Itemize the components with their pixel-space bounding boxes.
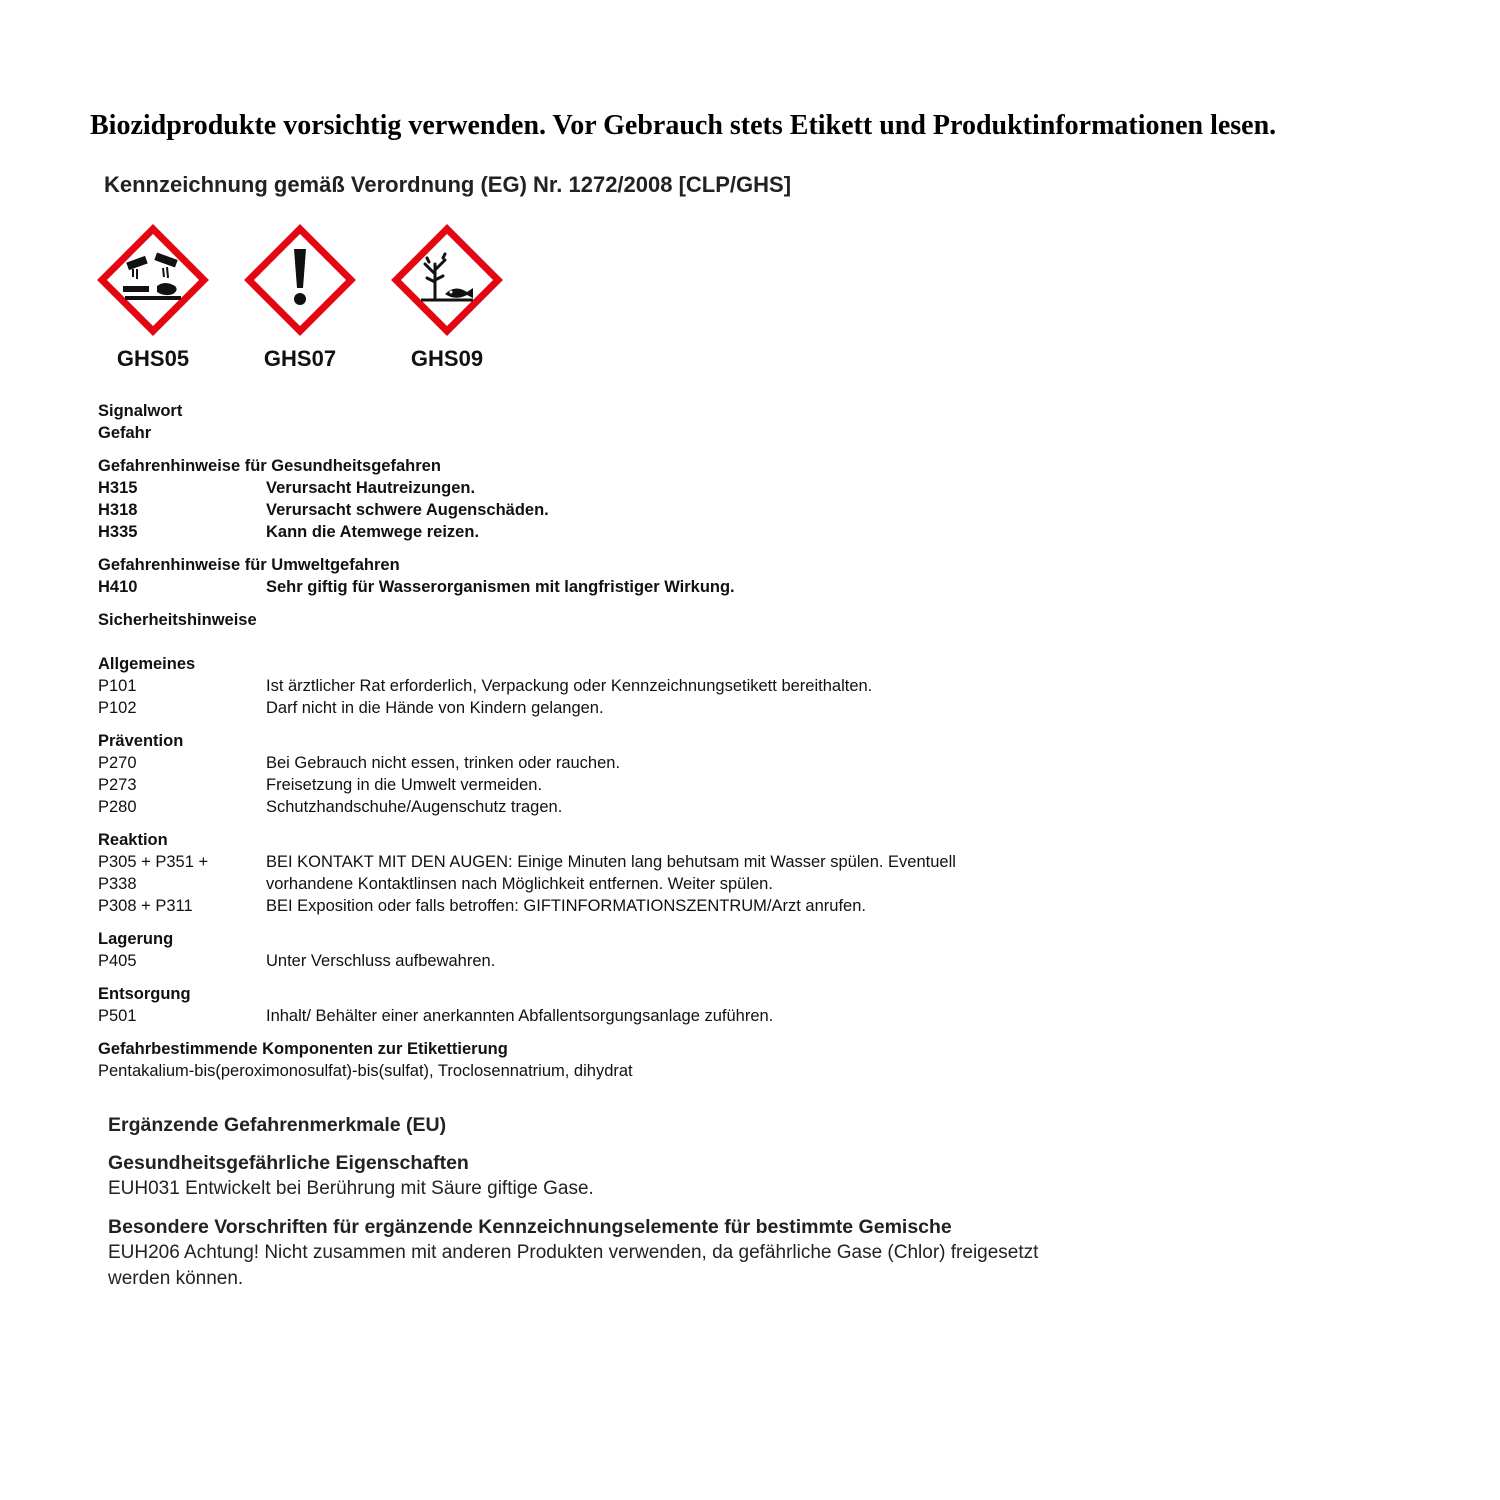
pictogram-ghs05 — [97, 224, 209, 372]
disposal-heading: Entsorgung — [98, 985, 191, 1003]
hazard-statement-row — [98, 499, 1098, 521]
statement-code: H315 — [98, 479, 138, 497]
statement-code: P501 — [98, 1007, 137, 1025]
statement-code: P273 — [98, 776, 137, 794]
eu-heading: Ergänzende Gefahrenmerkmale (EU) — [108, 1114, 447, 1136]
statement-text: Kann die Atemwege reizen. — [266, 523, 480, 541]
signal-word: Gefahr — [98, 424, 152, 442]
statement-code: H318 — [98, 501, 138, 519]
eu-special-text-line-2: werden können. — [108, 1268, 244, 1289]
components-heading: Gefahrbestimmende Komponenten zur Etikettierung — [98, 1040, 508, 1058]
sds-label-section — [98, 400, 1098, 1082]
health-hazards-heading: Gefahrenhinweise für Gesundheitsgefahren — [98, 457, 441, 475]
pictogram-code-ghs09: GHS09 — [410, 346, 484, 371]
precaution-row — [98, 752, 1098, 774]
pictogram-code-ghs07: GHS07 — [263, 346, 337, 371]
statement-text: Ist ärztlicher Rat erforderlich, Verpackung oder Kennzeichnungsetikett bereithalten. — [266, 677, 873, 695]
statement-text: Darf nicht in die Hände von Kindern gelangen. — [266, 699, 604, 717]
statement-text: Freisetzung in die Umwelt vermeiden. — [266, 776, 543, 794]
signal-word-heading: Signalwort — [98, 402, 183, 420]
statement-code: P308 + P311 — [98, 897, 193, 915]
statement-text: vorhandene Kontaktlinsen nach Möglichkeit entfernen. Weiter spülen. — [266, 875, 773, 893]
pictogram-code-ghs05: GHS05 — [116, 346, 190, 371]
env-hazards-heading: Gefahrenhinweise für Umweltgefahren — [98, 556, 400, 574]
precaution-row — [98, 796, 1098, 818]
eu-supplementary-section — [108, 1112, 1168, 1292]
pictogram-ghs07 — [244, 224, 356, 372]
statement-text: Verursacht Hautreizungen. — [266, 479, 476, 497]
safety-heading: Sicherheitshinweise — [98, 611, 257, 629]
statement-code: P338 — [98, 875, 137, 893]
statement-code: P102 — [98, 699, 137, 717]
hazard-pictograms — [97, 224, 517, 384]
hazard-statement-row — [98, 576, 1098, 598]
components-text: Pentakalium-bis(peroximonosulfat)-bis(sulfat), Troclosennatrium, dihydrat — [98, 1062, 633, 1080]
statement-code: P405 — [98, 952, 137, 970]
precaution-row — [98, 774, 1098, 796]
corrosion-icon — [97, 224, 209, 336]
statement-code: H410 — [98, 578, 138, 596]
environment-icon — [391, 224, 503, 336]
statement-text: Inhalt/ Behälter einer anerkannten Abfallentsorgungsanlage zuführen. — [266, 1007, 774, 1025]
hazard-statement-row — [98, 521, 1098, 543]
precaution-row — [98, 697, 1098, 719]
storage-heading: Lagerung — [98, 930, 174, 948]
precaution-row — [98, 950, 1098, 972]
precaution-row — [98, 1005, 1098, 1027]
statement-text: Verursacht schwere Augenschäden. — [266, 501, 549, 519]
precaution-row — [98, 675, 1098, 697]
statement-text: Schutzhandschuhe/Augenschutz tragen. — [266, 798, 563, 816]
statement-text: Unter Verschluss aufbewahren. — [266, 952, 496, 970]
eu-special-heading: Besondere Vorschriften für ergänzende Kennzeichnungselemente für bestimmte Gemische — [108, 1216, 952, 1238]
biocide-warning-banner: Biozidprodukte vorsichtig verwenden. Vor Gebrauch stets Etikett und Produktinformationen lesen. — [90, 110, 1277, 141]
statement-code: P280 — [98, 798, 137, 816]
statement-text: Sehr giftig für Wasserorganismen mit langfristiger Wirkung. — [266, 578, 735, 596]
precaution-row — [98, 851, 1098, 873]
precaution-row — [98, 873, 1098, 895]
eu-health-heading: Gesundheitsgefährliche Eigenschaften — [108, 1152, 469, 1174]
statement-code: P101 — [98, 677, 137, 695]
exclamation-mark-icon — [244, 224, 356, 336]
hazard-statement-row — [98, 477, 1098, 499]
precaution-row — [98, 895, 1098, 917]
statement-text: BEI KONTAKT MIT DEN AUGEN: Einige Minuten lang behutsam mit Wasser spülen. Eventuell — [266, 853, 956, 871]
statement-code: P270 — [98, 754, 137, 772]
general-heading: Allgemeines — [98, 655, 196, 673]
labeling-title: Kennzeichnung gemäß Verordnung (EG) Nr. 1272/2008 [CLP/GHS] — [104, 172, 792, 197]
statement-text: BEI Exposition oder falls betroffen: GIFTINFORMATIONSZENTRUM/Arzt anrufen. — [266, 897, 866, 915]
reaction-heading: Reaktion — [98, 831, 168, 849]
statement-code: P305 + P351 + — [98, 853, 209, 871]
eu-special-text-line-1: EUH206 Achtung! Nicht zusammen mit anderen Produkten verwenden, da gefährliche Gase (Chlor) freigesetzt — [108, 1242, 1039, 1263]
statement-text: Bei Gebrauch nicht essen, trinken oder rauchen. — [266, 754, 621, 772]
prevention-heading: Prävention — [98, 732, 184, 750]
eu-health-text: EUH031 Entwickelt bei Berührung mit Säure giftige Gase. — [108, 1178, 594, 1199]
pictogram-ghs09 — [391, 224, 503, 372]
statement-code: H335 — [98, 523, 138, 541]
